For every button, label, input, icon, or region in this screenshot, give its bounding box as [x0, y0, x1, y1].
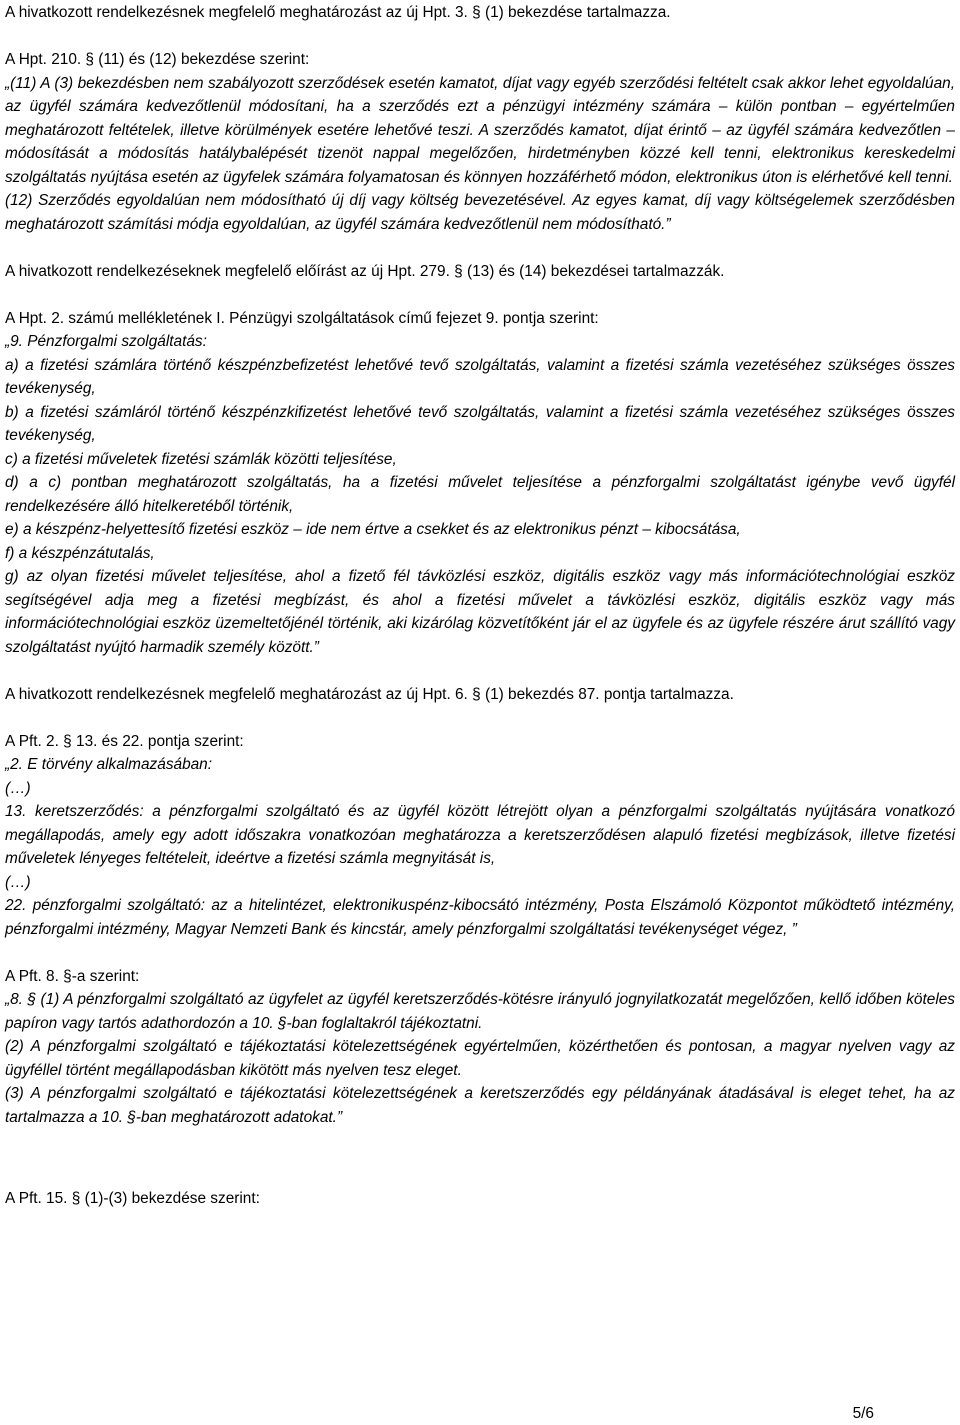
- quoted-paragraph: „8. § (1) A pénzforgalmi szolgáltató az ügyfelet az ügyfél keretszerződés-kötésre irányuló jognyilatkozatát megelőzően, kellő időben köteles papíron vagy tartós adathordozón a 10. §-ban foglaltakról tájékoztatni.: [5, 991, 955, 1032]
- paragraph: A Pft. 8. §-a szerint:: [5, 967, 140, 985]
- quoted-paragraph: a) a fizetési számlára történő készpénzbefizetést lehetővé tevő szolgáltatás, valamint a fizetési számla vezetéséhez szükséges összes tevékenység,: [5, 356, 955, 397]
- paragraph: A Pft. 2. § 13. és 22. pontja szerint:: [5, 732, 244, 750]
- quoted-paragraph: (…): [5, 873, 31, 891]
- paragraph: A Pft. 15. § (1)-(3) bekezdése szerint:: [5, 1190, 260, 1207]
- spacer: [5, 25, 955, 49]
- quoted-paragraph: „9. Pénzforgalmi szolgáltatás:: [5, 333, 207, 350]
- quoted-paragraph: (…): [5, 779, 31, 797]
- spacer: [5, 283, 955, 307]
- quoted-paragraph: g) az olyan fizetési művelet teljesítése, ahol a fizető fél távközlési eszköz, digitális eszköz vagy más információtechnológiai eszköz segítségével adja meg a fizetési megbízást, és ahol a fizetési művelet a távközlési eszköz, digitális eszköz vagy más információtechnológiai eszköz üzemeltetőjénél történik, aki kizárólag közvetítőként jár el az ügyfele és az ügyfele részére árut szállító vagy szolgáltatást nyújtó harmadik személy között.”: [5, 568, 955, 656]
- quoted-paragraph: e) a készpénz-helyettesítő fizetési eszköz – ide nem értve a csekket és az elektronikus pénzt – kibocsátása,: [5, 521, 741, 538]
- page-number: 5/6: [852, 1405, 874, 1422]
- quoted-paragraph: (12) Szerződés egyoldalúan nem módosítható új díj vagy költség bevezetésével. Az egyes kamat, díj vagy költségelemek szerződésben meghatározott számítási módja egyoldalúan, az ügyfél számára kedvezőtlenül nem módosítható.”: [5, 192, 955, 233]
- spacer: [5, 941, 955, 965]
- paragraph: A hivatkozott rendelkezésnek megfelelő meghatározást az új Hpt. 6. § (1) bekezdés 87. pontja tartalmazza.: [5, 685, 734, 703]
- paragraph: A Hpt. 2. számú mellékletének I. Pénzügyi szolgáltatások című fejezet 9. pontja szerint:: [5, 309, 599, 327]
- quoted-paragraph: f) a készpénzátutalás,: [5, 544, 155, 562]
- spacer: [5, 1129, 955, 1187]
- quoted-paragraph: (2) A pénzforgalmi szolgáltató e tájékoztatási kötelezettségének egyértelműen, közérthetően és pontosan, a magyar nyelven vagy az ügyféllel történt megállapodásban kikötött más nyelven tesz eleget.: [5, 1038, 955, 1079]
- spacer: [5, 236, 955, 260]
- paragraph: A hivatkozott rendelkezéseknek megfelelő előírást az új Hpt. 279. § (13) és (14) bekezdései tartalmazzák.: [5, 262, 725, 280]
- quoted-paragraph: 22. pénzforgalmi szolgáltató: az a hitelintézet, elektronikuspénz-kibocsátó intézmény, Posta Elszámoló Központot működtető intézmény, pénzforgalmi intézmény, Magyar Nemzeti Bank és kincstár, amely pénzforgalmi szolgáltatási tevékenységet végez, ”: [5, 897, 955, 938]
- quoted-paragraph: „2. E törvény alkalmazásában:: [5, 756, 213, 773]
- document-page: [5, 1, 955, 1211]
- quoted-paragraph: „(11) A (3) bekezdésben nem szabályozott szerződések esetén kamatot, díjat vagy egyéb szerződési feltételt csak akkor lehet egyoldalúan, az ügyfél számára kedvezőtlenül módosítani, ha a szerződés ezt a pénzügyi intézmény számára – külön pontban – egyértelműen meghatározott feltételek, illetve körülmények esetére lehetővé teszi. A szerződés kamatot, díjat érintő – az ügyfél számára kedvezőtlen – módosítását a módosítás hatálybalépését tizenöt nappal megelőzően, hirdetményben közzé kell tenni, elektronikus kereskedelmi szolgáltatás nyújtása esetén az ügyfelek számára folyamatosan és könnyen hozzáférhető módon, elektronikus úton is elérhetővé kell tenni.: [5, 74, 955, 186]
- paragraph: A Hpt. 210. § (11) és (12) bekezdése szerint:: [5, 51, 310, 68]
- quoted-paragraph: d) a c) pontban meghatározott szolgáltatás, ha a fizetési művelet teljesítése a pénzforgalmi szolgáltatást igénybe vevő ügyfél rendelkezésére álló hitelkeretéből történik,: [5, 474, 955, 515]
- quoted-paragraph: b) a fizetési számláról történő készpénzkifizetést lehetővé tevő szolgáltatás, valamint a fizetési számla vezetéséhez szükséges összes tevékenység,: [5, 403, 955, 444]
- spacer: [5, 706, 955, 730]
- paragraph: A hivatkozott rendelkezésnek megfelelő meghatározást az új Hpt. 3. § (1) bekezdése tartalmazza.: [5, 4, 671, 21]
- spacer: [5, 659, 955, 683]
- quoted-paragraph: 13. keretszerződés: a pénzforgalmi szolgáltató és az ügyfél között létrejött olyan a pénzforgalmi szolgáltatás nyújtására vonatkozó megállapodás, amely egy adott időszakra vonatkozóan meghatározza a keretszerződésen alapuló fizetési megbízások, illetve fizetési műveletek lényeges feltételeit, ideértve a fizetési számla megnyitását is,: [5, 803, 955, 867]
- quoted-paragraph: c) a fizetési műveletek fizetési számlák közötti teljesítése,: [5, 450, 397, 468]
- quoted-paragraph: (3) A pénzforgalmi szolgáltató e tájékoztatási kötelezettségének a keretszerződés egy példányának átadásával is eleget tehet, ha az tartalmazza a 10. §-ban meghatározott adatokat.”: [5, 1085, 955, 1126]
